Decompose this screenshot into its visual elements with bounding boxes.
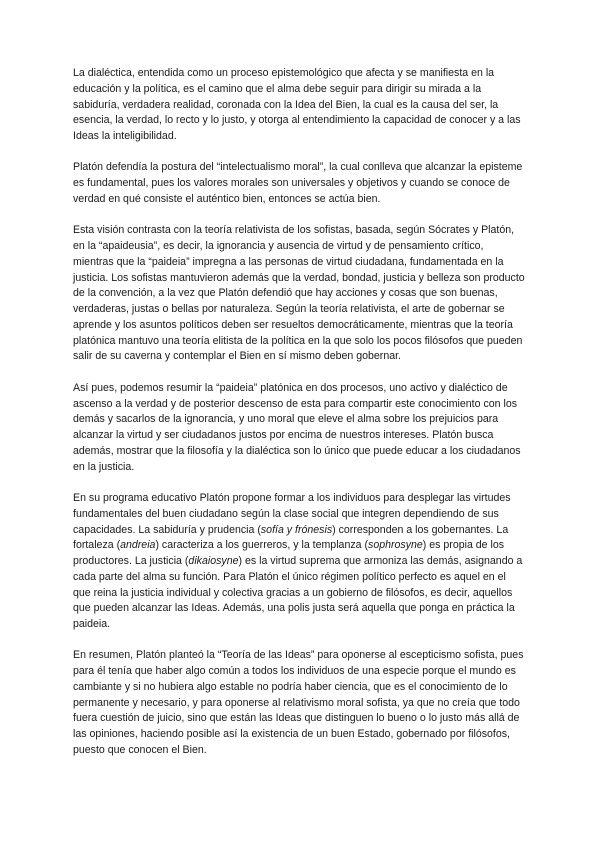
term-sophrosyne: sophrosyne	[368, 539, 423, 552]
paragraph-resumen: En resumen, Platón planteó la “Teoría de las Ideas” para oponerse al escepticismo sofista, pues para él tenía que haber algo común a todos los individuos de una especie porque el mundo es cambiante y si no hubiera algo estable no podría haber ciencia, que es el conocimiento de lo permanente y necesario, y para oponerse al relativismo moral sofista, ya que no creía que todo fuera cuestión de juicio, sino que están las Ideas que distinguen lo bueno o lo justo más allá de las opiniones, haciendo posible así la existencia de un buen Estado, gobernado por filósofos, puesto que conocen el Bien.	[73, 649, 524, 756]
paragraph-paideia: Así pues, podemos resumir la “paideia” platónica en dos procesos, uno activo y dialéctico de ascenso a la verdad y de posterior descenso de esta para compartir este conocimiento con los demás y sacarlos de la ignorancia, y uno moral que eleve el alma sobre los prejuicios para alcanzar la virtud y ser ciudadanos justos por encima de nuestros intereses. Platón busca además, mostrar que la filosofía y la dialéctica son lo único que puede educar a los ciudadanos en la justicia.	[73, 381, 521, 473]
document-body	[73, 66, 525, 759]
text-segment: En su programa educativo Platón propone formar a los individuos para desplegar las virtudes fundamentales del buen ciudadano según la clase social que integren dependiendo de sus capacidades. La sabiduría y prudencia (	[73, 492, 511, 536]
text-segment: ) es la virtud suprema que armoniza las demás, asignando a cada parte del alma su función. Para Platón el único régimen político perfecto es aquel en el que reina la justicia individual y colectiva gracias a un gobierno de filósofos, es decir, aquellos que pueden alcanzar las Ideas. Además, una polis justa será aquella que ponga en práctica la paideia.	[73, 555, 523, 630]
text-segment: ) caracteriza a los guerreros, y la templanza (	[155, 539, 369, 552]
text-segment: ) es propia de los productores. La justicia (	[73, 539, 505, 567]
paragraph-dialectica: La dialéctica, entendida como un proceso epistemológico que afecta y se manifiesta en la educación y la política, es el camino que el alma debe seguir para dirigir su mirada a la sabiduría, verdadera realidad, coronada con la Idea del Bien, la cual es la causa del ser, la esencia, la verdad, lo recto y lo justo, y otorga al entendimiento la capacidad de conocer y a las Ideas la inteligibilidad.	[73, 67, 521, 142]
italic-connector: y	[283, 523, 296, 536]
paragraph-sofistas: Esta visión contrasta con la teoría relativista de los sofistas, basada, según Sócrates y Platón, en la “apaideusia”, es decir, la ignorancia y ausencia de virtud y de pensamiento crítico, mientras que la “paideia” impregna a las personas de virtud ciudadana, fundamentada en la justicia. Los sofistas mantuvieron además que la verdad, bondad, justicia y belleza son producto de la convención, a la vez que Platón defendió que hay acciones y cosas que son buenas, verdaderas, justas o bellas por naturaleza. Según la teoría relativista, el arte de gobernar se aprende y los asuntos políticos deben ser resueltos democráticamente, mientras que la teoría platónica mantuvo una teoría elitista de la política en la que solo los pocos filósofos que pueden salir de su caverna y contemplar el Bien en sí mismo deben gobernar.	[73, 224, 525, 363]
text-segment: ) corresponden a los gobernantes. La fortaleza (	[73, 523, 509, 552]
term-andreia: andreia	[120, 539, 156, 552]
term-sofia: sofía	[260, 523, 284, 536]
paragraph-programa-educativo	[73, 491, 525, 633]
paragraph-intelectualismo-moral: Platón defendía la postura del “intelectualismo moral”, la cual conlleva que alcanzar la episteme es fundamental, pues los valores morales son universales y objetivos y cuando se conoce de verdad en qué consiste el auténtico bien, entonces se actúa bien.	[73, 161, 523, 205]
term-dikaiosyne: dikaiosyne	[188, 555, 239, 567]
term-fronesis: frónesis	[295, 523, 333, 536]
